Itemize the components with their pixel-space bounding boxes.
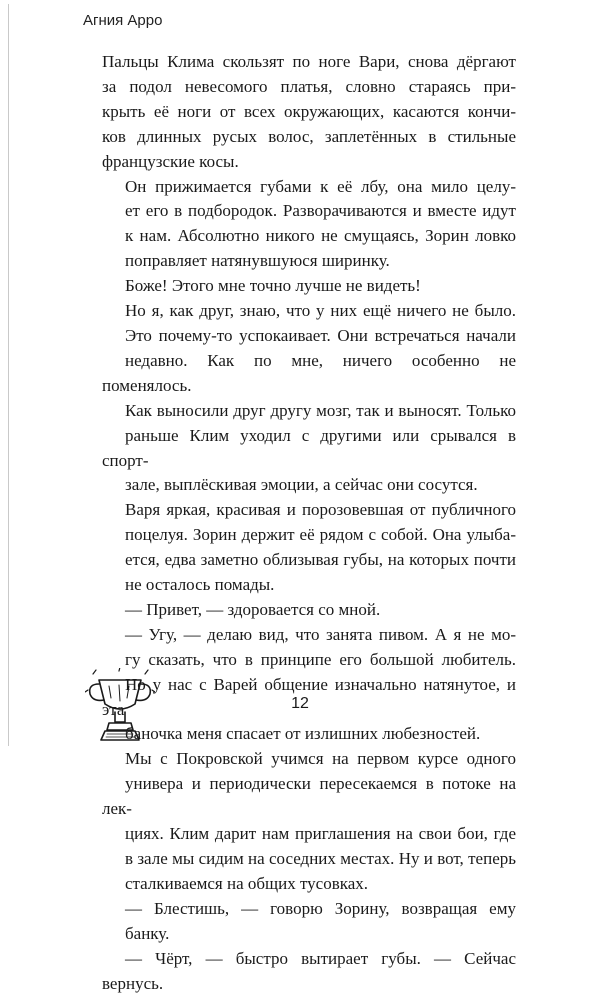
running-head-author: Агния Арро [83, 12, 163, 29]
paragraph [102, 274, 516, 299]
text-line: зале, выплёскивая эмоции, а сейчас они сосутся. [125, 475, 478, 495]
text-line: банку. [125, 923, 170, 943]
text-line: баночка меня спасает от излишних любезностей. [125, 724, 481, 744]
text-line: ет его в подбородок. Разворачиваются и вместе идут [125, 201, 516, 221]
text-line: Он прижимается губами к её лбу, она мило целу- [125, 176, 516, 196]
text-line: Но я, как друг, знаю, что у них ещё ничего не было. [125, 301, 516, 321]
text-line: циях. Клим дарит нам приглашения на свои бои, где [125, 824, 516, 844]
page-number: 12 [291, 695, 309, 712]
text-line: Мы с Покровской учимся на первом курсе одного [125, 749, 516, 769]
text-line: французские косы. [102, 151, 239, 171]
text-line: раньше Клим уходил с другими или срывался в спорт- [102, 425, 516, 470]
text-line: Варя яркая, красивая и порозовевшая от публичного [125, 500, 516, 520]
paragraph [102, 897, 516, 947]
text-line: — Блестишь, — говорю Зорину, возвращая ему [125, 898, 516, 918]
text-line: поцелуя. Зорин держит её рядом с собой. Она улыба- [125, 525, 516, 545]
text-line: Как выносили друг другу мозг, так и выносят. Только [125, 400, 516, 420]
page-edge-line [8, 4, 9, 746]
paragraph [102, 747, 516, 896]
text-line: гу сказать, что в принципе его большой любитель. [125, 649, 516, 669]
text-line: недавно. Как по мне, ничего особенно не поменялось. [102, 350, 516, 395]
paragraph [102, 299, 516, 498]
text-line: к нам. Абсолютно никого не смущаясь, Зорин ловко [125, 226, 516, 246]
text-line: поправляет натянувшуюся ширинку. [125, 251, 390, 271]
text-line: Это почему-то успокаивает. Они встречаться начали [125, 325, 516, 345]
text-line: не осталось помады. [125, 575, 275, 595]
text-line: Боже! Этого мне точно лучше не видеть! [125, 276, 421, 296]
text-line: ется, едва заметно облизывая губы, на которых почти [125, 550, 516, 570]
paragraph [102, 598, 516, 623]
text-line: — Угу, — делаю вид, что занята пивом. А я не мо- [125, 624, 516, 644]
text-line: за подол невесомого платья, словно стараясь при- [102, 76, 516, 96]
text-line: Но у нас с Варей общение изначально натянутое, и эта [102, 674, 516, 719]
text-line: крыть её ноги от всех окружающих, касаются кончи- [102, 101, 516, 121]
paragraph [102, 947, 516, 996]
text-line: — Привет, — здоровается со мной. [125, 599, 381, 619]
paragraph [102, 175, 516, 275]
text-line: универа и периодически пересекаемся в потоке на лек- [102, 774, 516, 819]
paragraph [102, 498, 516, 598]
text-line: в зале мы сидим на соседних местах. Ну и вот, теперь [125, 849, 516, 868]
text-line: Пальцы Клима скользят по ноге Вари, снова дёргают [102, 52, 516, 71]
paragraph [102, 623, 516, 748]
body-text [102, 50, 516, 996]
text-line: ков длинных русых волос, заплетённых в стильные [102, 126, 516, 146]
text-line: — Чёрт, — быстро вытирает губы. — Сейчас вернусь. [102, 948, 516, 993]
text-line: сталкиваемся на общих тусовках. [125, 873, 369, 893]
paragraph [102, 50, 516, 175]
